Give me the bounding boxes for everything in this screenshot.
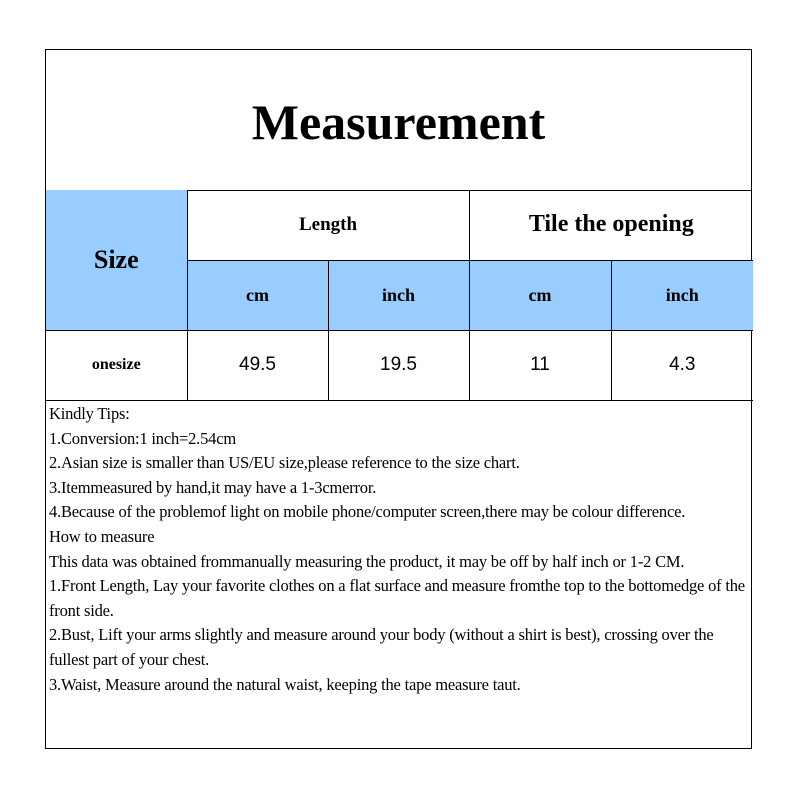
tip-line: 1.Front Length, Lay your favorite clothes on a flat surface and measure fromthe top to the bottomedge of the front side. [49,576,745,620]
tip-line: 3.Itemmeasured by hand,it may have a 1-3cmerror. [49,477,377,497]
tip-line: This data was obtained frommanually measuring the product, it may be off by half inch or 1-2 CM. [49,551,685,571]
tips-section [49,402,749,697]
table-row [46,330,753,400]
title-row [46,50,751,191]
tip-line: 1.Conversion:1 inch=2.54cm [49,428,236,448]
table-cell: 4.3 [611,330,753,400]
tip-line: 2.Bust, Lift your arms slightly and measure around your body (without a shirt is best), crossing over the fullest part of your chest. [49,625,714,669]
tip-line: 4.Because of the problemof light on mobile phone/computer screen,there may be colour difference. [49,502,686,522]
size-header: Size [46,190,187,330]
tile-opening-header: Tile the opening [469,190,753,260]
table-cell: 19.5 [328,330,469,400]
tips-heading: Kindly Tips: [49,404,130,423]
table-cell: 11 [469,330,611,400]
unit-header: cm [187,260,328,330]
tip-line: 2.Asian size is smaller than US/EU size,please reference to the size chart. [49,453,520,473]
measurement-sheet [45,49,752,749]
size-table [46,190,753,401]
unit-header: cm [469,260,611,330]
unit-header: inch [328,260,469,330]
page-title: Measurement [251,94,546,150]
unit-header: inch [611,260,753,330]
how-to-measure-heading: How to measure [49,526,155,546]
tip-line: 3.Waist, Measure around the natural waist, keeping the tape measure taut. [49,674,521,694]
size-label: onesize [46,330,187,400]
table-cell: 49.5 [187,330,328,400]
length-header: Length [187,190,469,260]
